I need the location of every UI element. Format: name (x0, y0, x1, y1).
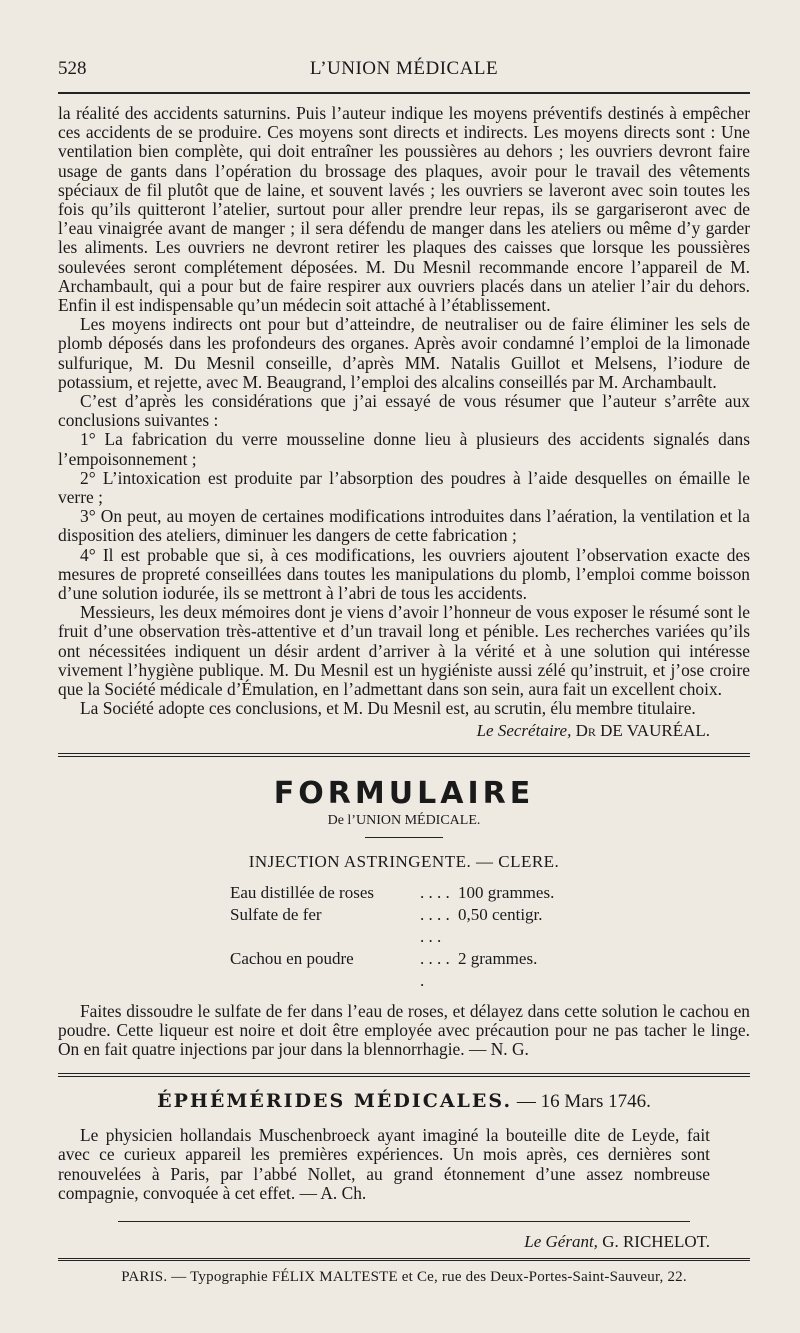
ingredient-list (230, 882, 750, 992)
ingredient-dots: . . . . . . . (420, 904, 450, 946)
ingredient-name: Eau distillée de roses (230, 882, 374, 902)
footer-rule (58, 1258, 750, 1261)
imprint-line: PARIS. — Typographie FÉLIX MALTESTE et Ce, rue des Deux-Portes-Saint-Sauveur, 22. (121, 1268, 687, 1285)
section-rule (58, 1073, 750, 1074)
article-body (58, 104, 750, 719)
conclusion-item: 2° L’intoxication est produite par l’absorption des poudres à l’aide desquelles on émaille le verre ; (58, 467, 750, 508)
ingredient-quantity: 100 grammes. (458, 882, 555, 902)
article-paragraph: La Société adopte ces conclusions, et M. Du Mesnil est, au scrutin, élu membre titulaire. (80, 698, 696, 719)
page-number: 528 (58, 58, 87, 79)
running-head (58, 58, 750, 88)
header-rule (58, 92, 750, 94)
ingredient-dots: . . . . (420, 882, 450, 902)
gerant-role: Le Gérant, (524, 1231, 598, 1251)
ingredient-dots: . . . . . (420, 948, 450, 990)
formulaire-subtitle: De l’UNION MÉDICALE. (327, 812, 481, 828)
conclusion-item: 4° Il est probable que si, à ces modifications, les ouvriers ajoutent l’observation exacte des mesures de propreté conseillées dans toutes les manipulations du plomb, l’emploi comme boisson d’une solution iodurée, ils se mettront à l’abri de tous les accidents. (58, 544, 750, 604)
ephemerides-heading (58, 1089, 750, 1114)
ingredient-row (230, 948, 750, 992)
recipe-title: INJECTION ASTRINGENTE. — CLERE. (248, 851, 560, 871)
ephemerides-date: — 16 Mars 1746. (516, 1091, 651, 1113)
section-rule (58, 753, 750, 754)
conclusion-item: 3° On peut, au moyen de certaines modifications introduites dans l’aération, la ventilation et la disposition des ateliers, diminuer les dangers de cette fabrication ; (58, 506, 750, 546)
section-rule (118, 1221, 690, 1222)
section-rule (58, 756, 750, 757)
ingredient-row (230, 882, 750, 904)
signature-role: Le Secrétaire, (476, 720, 572, 740)
article-paragraph: la réalité des accidents saturnins. Puis l’auteur indique les moyens préventifs destinés à empêcher ces accidents de se produire. Ces moyens sont directs et indirects. Les moyens directs sont : Une ventilation bien complète, qui doit entraîner les poussières au dehors ; les ouvriers devront faire usage de gants dans l’opération du brossage des plaques, avoir pour le travail des vêtements spéciaux de fil plutôt que de laine, et souvent lavés ; les ouvriers se laveront avec soin toutes les fois qu’ils quitteront l’atelier, surtout pour aller prendre leur repas, ils se gargariseront avec de l’eau vinaigrée avant de manger ; il sera défendu de manger dans les ateliers ou même d’y garder les aliments. Les ouvriers ne devront retirer les plaques des caisses que lorsque les poussières soulevées seront complétement déposées. M. Du Mesnil recommande encore l’appareil de M. Archambault, qui a pour but de faire respirer aux ouvriers placés dans un atelier l’air du dehors. Enfin il est indispensable qu’un médecin soit attaché à l’établissement. (58, 103, 750, 316)
ingredient-name: Cachou en poudre (230, 948, 354, 968)
gerant-name: G. RICHELOT. (602, 1231, 710, 1251)
ingredient-name: Sulfate de fer (230, 904, 322, 924)
gerant-signature (58, 1232, 750, 1252)
journal-title: L’UNION MÉDICALE (309, 58, 499, 79)
formulaire-title: FORMULAIRE (273, 775, 535, 811)
ephemerides-title: ÉPHÉMÉRIDES MÉDICALES. (157, 1090, 513, 1113)
ingredient-row (230, 904, 750, 948)
signature-name: Dr DE VAURÉAL. (575, 720, 710, 740)
section-rule (58, 1076, 750, 1077)
ephemerides-text: Le physicien hollandais Muschenbroeck ayant imaginé la bouteille dite de Leyde, fait avec ce curieux appareil les premières expériences. Un mois après, ces dernières sont renouvelées à Paris, par l’abbé Nollet, au grand étonnement d’une assez nombreuse compagnie, convoquée à cet effet. — A. Ch. (58, 1125, 710, 1203)
ingredient-quantity: 0,50 centigr. (458, 904, 543, 924)
conclusion-item: 1° La fabrication du verre mousseline donne lieu à plusieurs des accidents signalés dans l’empoisonnement ; (58, 429, 750, 469)
ingredient-quantity: 2 grammes. (458, 948, 538, 968)
secretary-signature (58, 721, 750, 741)
short-rule (365, 837, 443, 838)
article-paragraph: Messieurs, les deux mémoires dont je viens d’avoir l’honneur de vous exposer le résumé sont le fruit d’une observation très-attentive et d’un travail long et pénible. Les recherches variées qu’ils ont nécessitées indiquent un désir ardent d’arriver à la vérité et à une solution qui intéresse vivement l’hygiène publique. M. Du Mesnil est un hygiéniste aussi zélé qu’instruit, et j’ose croire que la Société médicale d’Émulation, en l’admettant dans son sein, aura fait un excellent choix. (58, 602, 750, 700)
recipe-instructions: Faites dissoudre le sulfate de fer dans l’eau de roses, et délayez dans cette solution le cachou en poudre. Cette liqueur est noire et doit être employée avec précaution pour ne pas tacher le linge. On en fait quatre injections par jour dans la blennorrhagie. — N. G. (58, 1000, 750, 1059)
article-paragraph: C’est d’après les considérations que j’ai essayé de vous résumer que l’auteur s’arrête aux conclusions suivantes : (58, 391, 750, 431)
article-paragraph: Les moyens indirects ont pour but d’atteindre, de neutraliser ou de faire éliminer les sels de plomb déposés dans les profondeurs des organes. Après avoir condamné l’emploi de la limonade sulfurique, M. Du Mesnil conseille, d’après MM. Natalis Guillot et Melsens, l’iodure de potassium, et rejette, avec M. Beaugrand, l’emploi des alcalins conseillés par M. Archambault. (58, 314, 750, 392)
